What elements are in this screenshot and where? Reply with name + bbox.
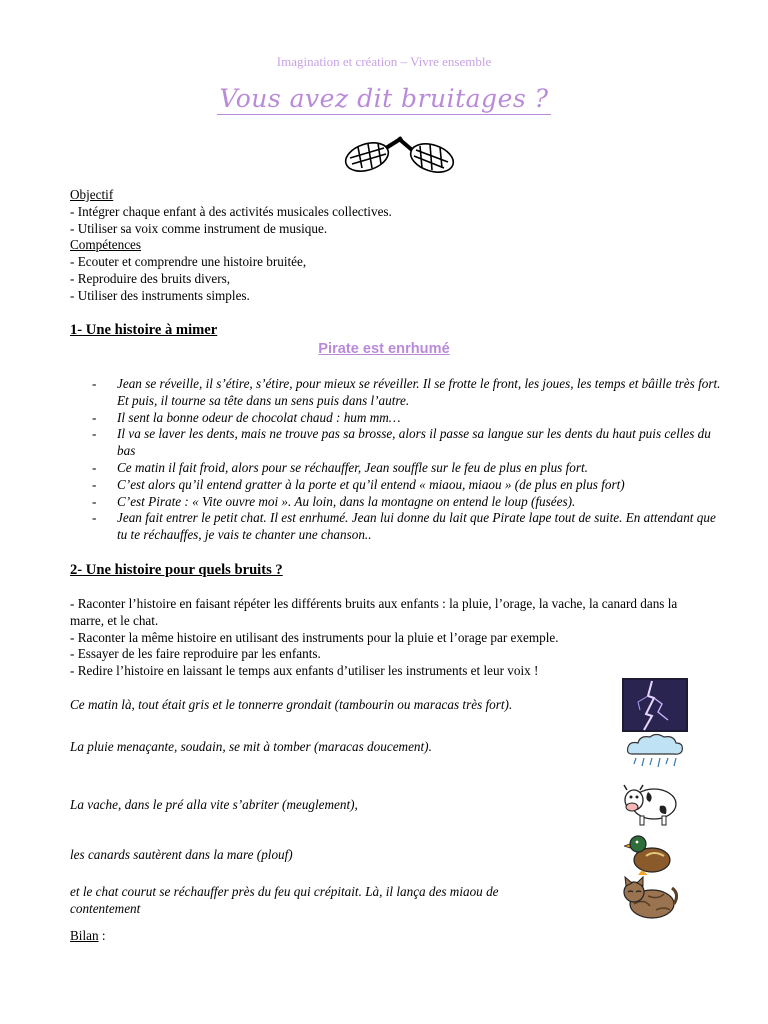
bilan-colon: : — [98, 928, 106, 943]
list-item: - Jean se réveille, il s’étire, s’étire, pour mieux se réveiller. Il se frotte le front, les joues, les temps et bâille très fort. Et puis, il tourne sa tête dans un sens puis dans l’autre. — [70, 376, 722, 410]
competence-item: - Reproduire des bruits divers, — [70, 270, 231, 286]
list-item: - Il sent la bonne odeur de chocolat chaud : hum mm… — [70, 410, 722, 427]
bilan — [70, 928, 106, 944]
instruction-item: - Redire l’histoire en laissant le temps aux enfants d’utiliser les instruments et leur voix ! — [70, 663, 539, 679]
list-item: - C’est alors qu’il entend gratter à la porte et qu’il entend « miaou, miaou » (de plus en plus fort) — [70, 477, 722, 494]
list-item: - Il va se laver les dents, mais ne trouve pas sa brosse, alors il passe sa langue sur les dents du haut puis celles du bas — [70, 426, 722, 460]
competences-label: Compétences — [70, 237, 142, 253]
story-line-ducks: les canards sautèrent dans la mare (plouf) — [70, 847, 293, 862]
story-line-rain: La pluie menaçante, soudain, se mit à tomber (maracas doucement). — [70, 739, 432, 754]
competence-item: - Ecouter et comprendre une histoire bruitée, — [70, 254, 307, 270]
cow-icon — [620, 778, 682, 828]
bilan-label: Bilan — [70, 928, 99, 943]
document-header: Imagination et création – Vivre ensemble — [276, 54, 492, 69]
story-list — [70, 376, 722, 544]
list-item: - C’est Pirate : « Vite ouvre moi ». Au loin, dans la montagne on entend le loup (fusées). — [70, 494, 722, 511]
story-title: Pirate est enrhumé — [318, 341, 450, 357]
list-item: - Ce matin il fait froid, alors pour se réchauffer, Jean souffle sur le feu de plus en plus fort. — [70, 460, 722, 477]
instructions-block — [70, 596, 710, 680]
objectives-block — [70, 187, 730, 305]
story-line-thunder: Ce matin là, tout était gris et le tonnerre grondait (tambourin ou maracas très fort). — [70, 697, 513, 712]
cat-icon — [620, 874, 678, 922]
objectif-item: - Utiliser sa voix comme instrument de musique. — [70, 220, 328, 236]
story-line-cat: et le chat courut se réchauffer près du feu qui crépitait. Là, il lança des miaou de contentement — [70, 884, 499, 916]
story-line-cow: La vache, dans le pré alla vite s’abriter (meuglement), — [70, 797, 358, 812]
document-title: Vous avez dit bruitages ? — [219, 84, 549, 113]
list-item: - Jean fait entrer le petit chat. Il est enrhumé. Jean lui donne du lait que Pirate lape tout de suite. En attendant que tu te réchauffes, je vais te chanter une chanson.. — [70, 510, 722, 544]
section1-heading: 1- Une histoire à mimer — [70, 322, 218, 338]
instruction-item: - Raconter la même histoire en utilisant des instruments pour la pluie et l’orage par exemple. — [70, 629, 559, 645]
rain-cloud-icon — [622, 732, 688, 772]
objectif-label: Objectif — [70, 187, 114, 202]
maracas-icon — [340, 128, 460, 178]
duck-icon — [624, 830, 674, 876]
lightning-icon — [622, 678, 688, 732]
objectif-item: - Intégrer chaque enfant à des activités musicales collectives. — [70, 203, 392, 219]
instruction-item: - Essayer de les faire reproduire par les enfants. — [70, 646, 321, 662]
competence-item: - Utiliser des instruments simples. — [70, 287, 250, 303]
instruction-item: - Raconter l’histoire en faisant répéter les différents bruits aux enfants : la pluie, l’orage, la vache, la canard dans la marre, et le chat. — [70, 596, 678, 628]
section2-heading: 2- Une histoire pour quels bruits ? — [70, 562, 283, 578]
